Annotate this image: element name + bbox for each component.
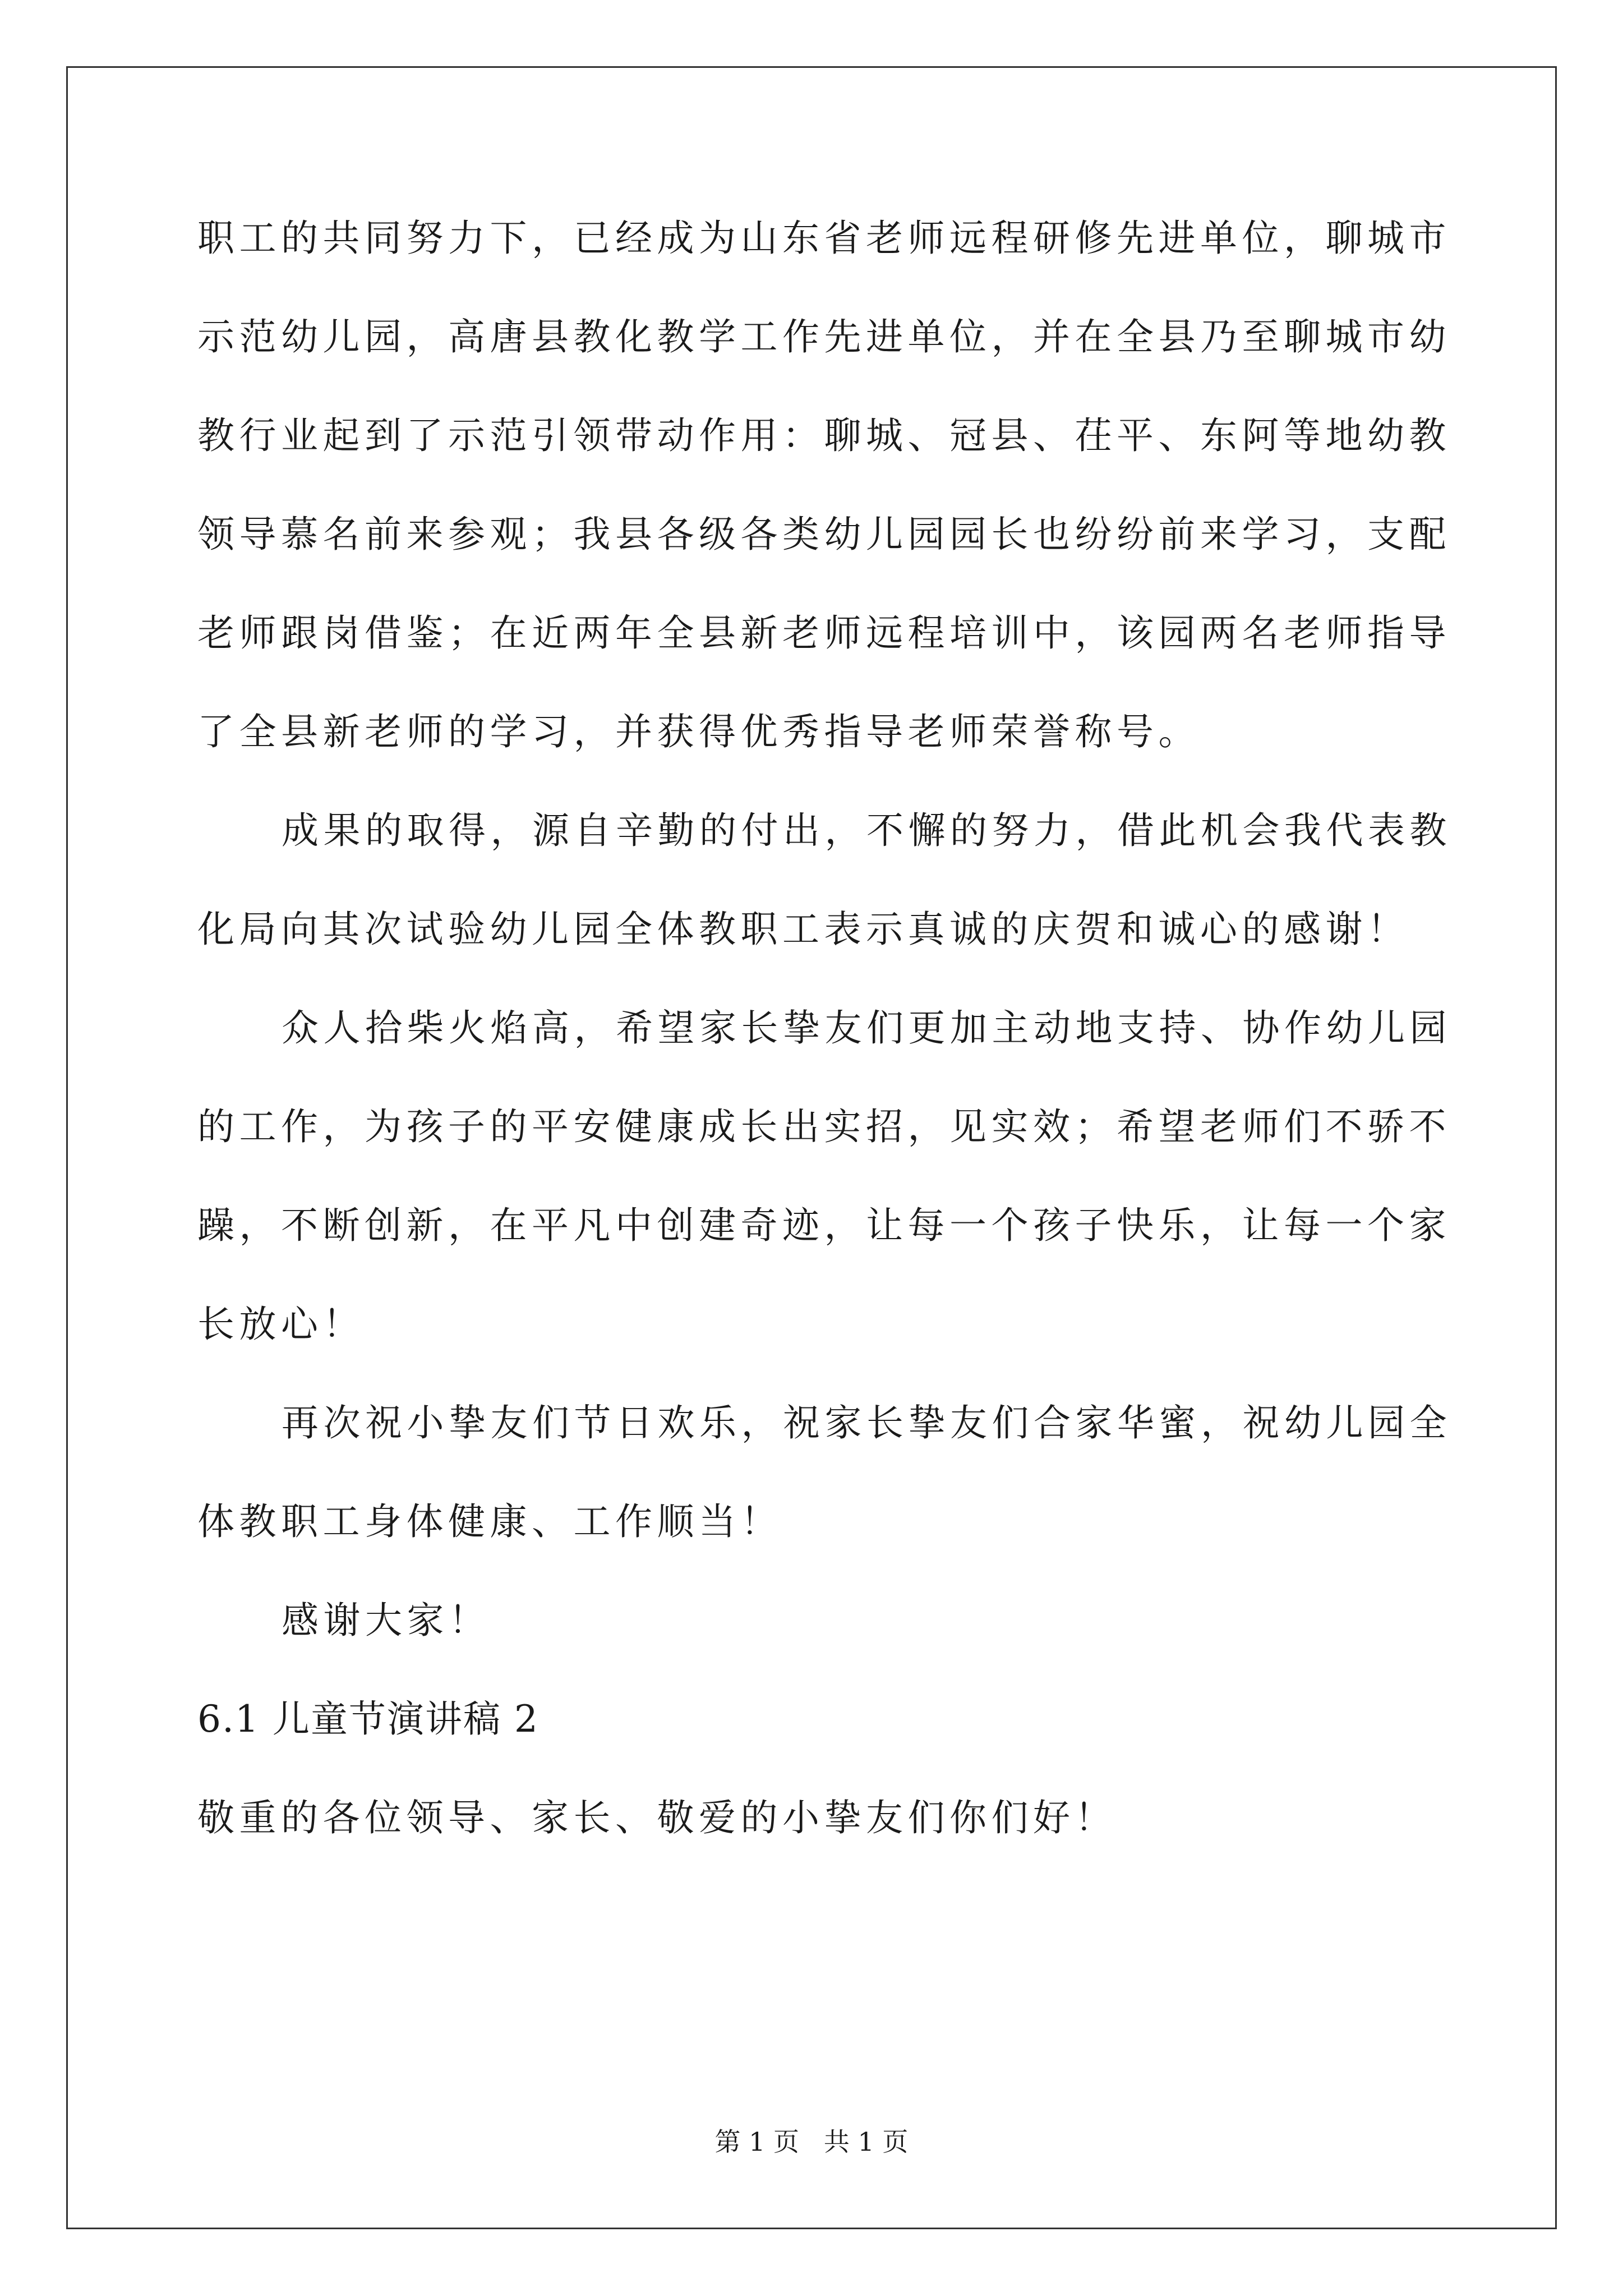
text-line: 领导慕名前来参观；我县各级各类幼儿园园长也纷纷前来学习，支配 bbox=[197, 513, 1451, 556]
text-line: 教行业起到了示范引领带动作用：聊城、冠县、茌平、东阿等地幼教 bbox=[197, 414, 1451, 457]
text-line: 躁，不断创新，在平凡中创建奇迹，让每一个孩子快乐，让每一个家 bbox=[197, 1204, 1451, 1247]
section-heading: 6.1 儿童节演讲稿 2 bbox=[197, 1697, 539, 1741]
text-line: 众人拾柴火焰高，希望家长挚友们更加主动地支持、协作幼儿园 bbox=[282, 1006, 1451, 1050]
page-footer: 第 1 页 共 1 页 bbox=[714, 2127, 909, 2157]
text-line: 化局向其次试验幼儿园全体教职工表示真诚的庆贺和诚心的感谢！ bbox=[197, 908, 1409, 951]
document-body bbox=[197, 216, 1451, 1894]
text-line: 成果的取得，源自辛勤的付出，不懈的努力，借此机会我代表教 bbox=[282, 809, 1451, 852]
text-line: 的工作，为孩子的平安健康成长出实招，见实效；希望老师们不骄不 bbox=[197, 1105, 1451, 1148]
text-line: 职工的共同努力下，已经成为山东省老师远程研修先进单位，聊城市 bbox=[197, 217, 1451, 260]
text-line: 了全县新老师的学习，并获得优秀指导老师荣誉称号。 bbox=[197, 710, 1200, 753]
text-line: 体教职工身体健康、工作顺当！ bbox=[197, 1500, 782, 1543]
text-line: 敬重的各位领导、家长、敬爱的小挚友们你们好！ bbox=[197, 1796, 1117, 1839]
text-line: 长放心！ bbox=[197, 1303, 365, 1346]
text-line: 感谢大家！ bbox=[282, 1599, 491, 1642]
text-line: 老师跟岗借鉴；在近两年全县新老师远程培训中，该园两名老师指导 bbox=[197, 611, 1451, 655]
text-line: 再次祝小挚友们节日欢乐，祝家长挚友们合家华蜜，祝幼儿园全 bbox=[282, 1401, 1451, 1444]
text-line: 示范幼儿园，高唐县教化教学工作先进单位，并在全县乃至聊城市幼 bbox=[197, 315, 1451, 358]
